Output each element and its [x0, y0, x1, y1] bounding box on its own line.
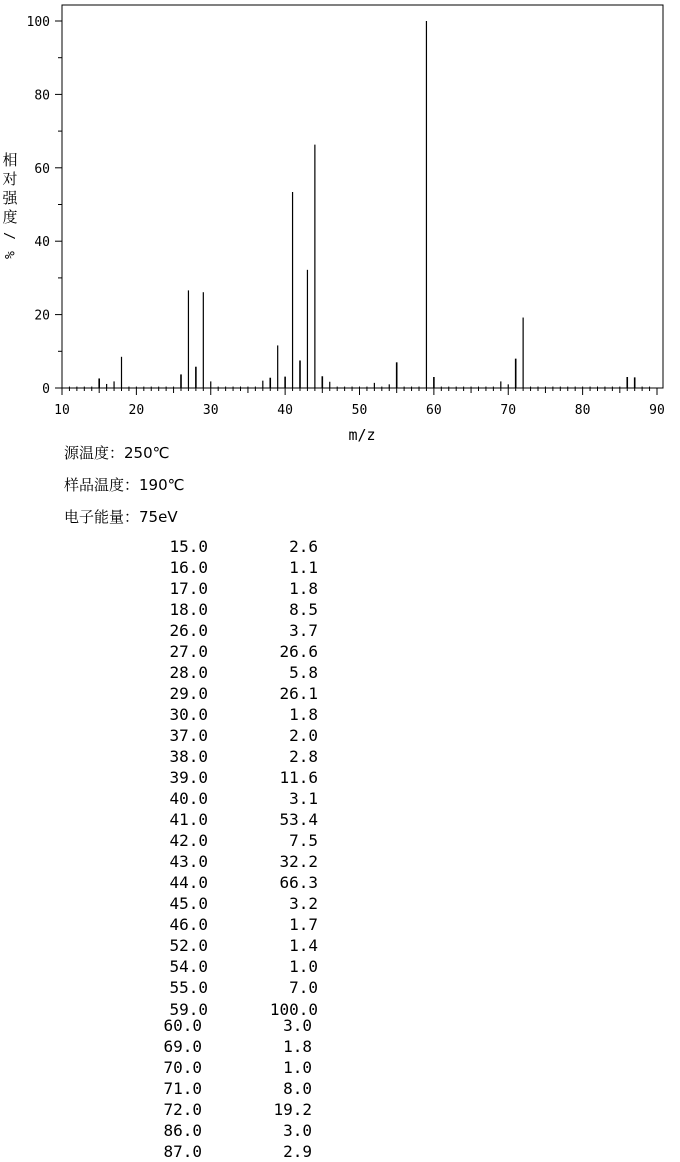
sample-temperature: 样品温度：190℃ — [64, 476, 185, 494]
peak-intensity: 11.6 — [279, 768, 318, 787]
x-axis-label: m/z — [348, 426, 376, 444]
peak-row — [0, 810, 680, 830]
peak-intensity: 2.0 — [289, 726, 318, 745]
peak-row — [0, 1142, 680, 1162]
peak-row — [0, 894, 680, 914]
peak-intensity: 3.7 — [289, 621, 318, 640]
peak-mz: 18.0 — [169, 600, 208, 619]
peak-intensity: 5.8 — [289, 663, 318, 682]
peak-mz: 29.0 — [169, 684, 208, 703]
x-tick-label: 50 — [351, 403, 368, 418]
peak-row — [0, 957, 680, 977]
x-tick-label: 90 — [649, 403, 665, 418]
peak-intensity: 7.5 — [289, 831, 318, 850]
peak-row — [0, 1016, 680, 1036]
peak-intensity: 19.2 — [273, 1100, 312, 1119]
peak-mz: 42.0 — [169, 831, 208, 850]
peak-row — [0, 684, 680, 704]
peak-mz: 30.0 — [169, 705, 208, 724]
peak-intensity: 2.9 — [283, 1142, 312, 1161]
peak-mz: 87.0 — [163, 1142, 202, 1161]
peak-row — [0, 663, 680, 683]
y-tick-label: 20 — [34, 308, 50, 324]
peak-mz: 43.0 — [169, 852, 208, 871]
peak-intensity: 3.1 — [289, 789, 318, 808]
peak-row — [0, 558, 680, 578]
peak-mz: 59.0 — [169, 1000, 208, 1019]
peak-row — [0, 1121, 680, 1141]
peak-row — [0, 579, 680, 599]
peak-mz: 17.0 — [169, 579, 208, 598]
peak-mz: 71.0 — [163, 1079, 202, 1098]
peak-mz: 72.0 — [163, 1100, 202, 1119]
peak-intensity: 8.0 — [283, 1079, 312, 1098]
x-tick-label: 10 — [54, 403, 70, 418]
peak-intensity: 1.1 — [289, 558, 318, 577]
peak-mz: 54.0 — [169, 957, 208, 976]
y-label-char: 相 — [2, 151, 18, 169]
peak-mz: 26.0 — [169, 621, 208, 640]
peak-intensity: 1.8 — [283, 1037, 312, 1056]
peak-row — [0, 600, 680, 620]
y-tick-label: 60 — [34, 161, 50, 177]
peak-intensity: 53.4 — [279, 810, 318, 829]
peak-intensity: 26.1 — [279, 684, 318, 703]
peak-intensity: 32.2 — [279, 852, 318, 871]
peak-intensity: 1.0 — [283, 1058, 312, 1077]
peak-intensity: 2.6 — [289, 537, 318, 556]
peak-mz: 37.0 — [169, 726, 208, 745]
x-tick-label: 80 — [574, 403, 591, 418]
peak-mz: 44.0 — [169, 873, 208, 892]
y-label-char: 对 — [2, 170, 18, 188]
peak-mz: 70.0 — [163, 1058, 202, 1077]
peak-row — [0, 915, 680, 935]
peak-row — [0, 1058, 680, 1078]
peak-mz: 41.0 — [169, 810, 208, 829]
peak-row — [0, 642, 680, 662]
peak-row — [0, 1079, 680, 1099]
peak-mz: 15.0 — [169, 537, 208, 556]
peak-intensity: 66.3 — [279, 873, 318, 892]
peak-row — [0, 936, 680, 956]
x-tick-label: 70 — [500, 403, 517, 418]
peak-row — [0, 831, 680, 851]
peak-row — [0, 873, 680, 893]
y-tick-label: 100 — [26, 15, 50, 30]
peak-row — [0, 852, 680, 872]
peak-intensity: 3.2 — [289, 894, 318, 913]
x-tick-label: 30 — [202, 403, 219, 418]
peak-intensity: 100.0 — [269, 1000, 318, 1019]
y-label-char: % — [1, 251, 16, 259]
peak-mz: 86.0 — [163, 1121, 202, 1140]
y-label-char: 度 — [2, 208, 18, 226]
peak-mz: 46.0 — [169, 915, 208, 934]
peak-intensity: 3.0 — [283, 1016, 312, 1035]
y-label-char: 强 — [2, 189, 18, 207]
peak-mz: 55.0 — [169, 978, 208, 997]
peak-row — [0, 1100, 680, 1120]
y-label-char: / — [1, 232, 16, 240]
peak-row — [0, 768, 680, 788]
y-tick-label: 40 — [34, 235, 50, 251]
peak-intensity: 1.8 — [289, 705, 318, 724]
y-tick-label: 0 — [42, 382, 50, 397]
peak-row — [0, 705, 680, 725]
peak-mz: 69.0 — [163, 1037, 202, 1056]
x-tick-label: 40 — [277, 403, 293, 418]
peak-mz: 28.0 — [169, 663, 208, 682]
electron-energy: 电子能量：75eV — [64, 508, 178, 526]
peak-row — [0, 978, 680, 998]
peak-intensity: 1.8 — [289, 579, 318, 598]
peak-mz: 60.0 — [163, 1016, 202, 1035]
peak-row — [0, 789, 680, 809]
peak-intensity: 26.6 — [279, 642, 318, 661]
peak-mz: 40.0 — [169, 789, 208, 808]
peak-row — [0, 1037, 680, 1057]
peak-intensity: 3.0 — [283, 1121, 312, 1140]
peak-intensity: 1.4 — [289, 936, 318, 955]
peak-intensity: 7.0 — [289, 978, 318, 997]
peak-intensity: 1.0 — [289, 957, 318, 976]
peak-row — [0, 726, 680, 746]
y-tick-label: 80 — [34, 88, 50, 104]
peak-mz: 27.0 — [169, 642, 208, 661]
peak-intensity: 8.5 — [289, 600, 318, 619]
peak-mz: 16.0 — [169, 558, 208, 577]
peak-intensity: 2.8 — [289, 747, 318, 766]
peak-mz: 39.0 — [169, 768, 208, 787]
x-tick-label: 60 — [426, 403, 442, 418]
peak-row — [0, 537, 680, 557]
peak-mz: 52.0 — [169, 936, 208, 955]
source-temperature: 源温度：250℃ — [64, 444, 170, 462]
x-tick-label: 20 — [128, 403, 145, 418]
peak-intensity: 1.7 — [289, 915, 318, 934]
peak-row — [0, 747, 680, 767]
peak-mz: 38.0 — [169, 747, 208, 766]
peak-row — [0, 621, 680, 641]
peak-mz: 45.0 — [169, 894, 208, 913]
